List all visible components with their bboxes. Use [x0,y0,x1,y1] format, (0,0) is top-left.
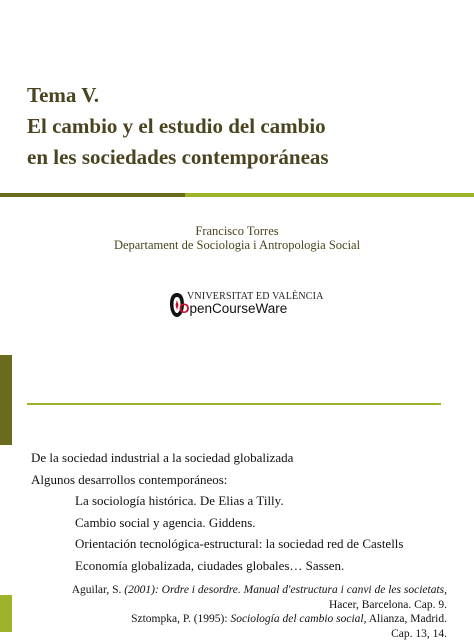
title-line-2: El cambio y el estudio del cambio [27,111,329,142]
list-item: Orientación tecnológica-estructural: la sociedad red de Castells [31,533,403,555]
reference-2-title: Sociología del cambio social [230,613,363,625]
divider-dark-segment [0,193,185,197]
wordmark-o: O [179,301,190,316]
left-bar-light [0,595,12,632]
university-logo [169,291,309,321]
opencourseware-wordmark [179,301,287,316]
content-divider [27,403,441,405]
reference-1-author: Aguilar, S. [72,584,125,596]
author-name: Francisco Torres [0,224,474,239]
reference-2-chapters: Cap. 13, 14. [72,627,447,641]
author-department: Departament de Sociologia i Antropologia Social [0,238,474,253]
list-item: Economía globalizada, ciudades globales… Sassen. [31,555,403,577]
content-heading-1: De la sociedad industrial a la sociedad globalizada [31,447,403,469]
content-heading-2: Algunos desarrollos contemporáneos: [31,469,403,491]
title-divider [0,193,474,197]
wordmark-rest: penCourseWare [190,301,288,316]
title-line-3: en les sociedades contemporáneas [27,142,329,173]
reference-2-publisher: , Alianza, Madrid. [364,613,447,625]
reference-2-line-1 [72,612,447,627]
left-bar-dark [0,355,12,445]
reference-2-author: Sztompka, P. (1995): [131,613,230,625]
university-name: VNIVERSITAT ED VALÈNCIA [187,291,324,302]
left-bar-gap [0,445,12,595]
references [72,583,447,641]
list-item: La sociología histórica. De Elias a Tilly. [31,490,403,512]
list-item: Cambio social y agencia. Giddens. [31,512,403,534]
slide-title [27,80,329,173]
content-list [31,447,403,576]
reference-1-line-1 [72,583,447,598]
left-accent-bar [0,355,12,632]
reference-1-title: (2001): Ordre i desordre. Manual d'estructura i canvi de les societats, [124,584,447,596]
title-line-1: Tema V. [27,80,329,111]
divider-light-segment [185,193,474,197]
reference-1-publisher: Hacer, Barcelona. Cap. 9. [72,598,447,613]
